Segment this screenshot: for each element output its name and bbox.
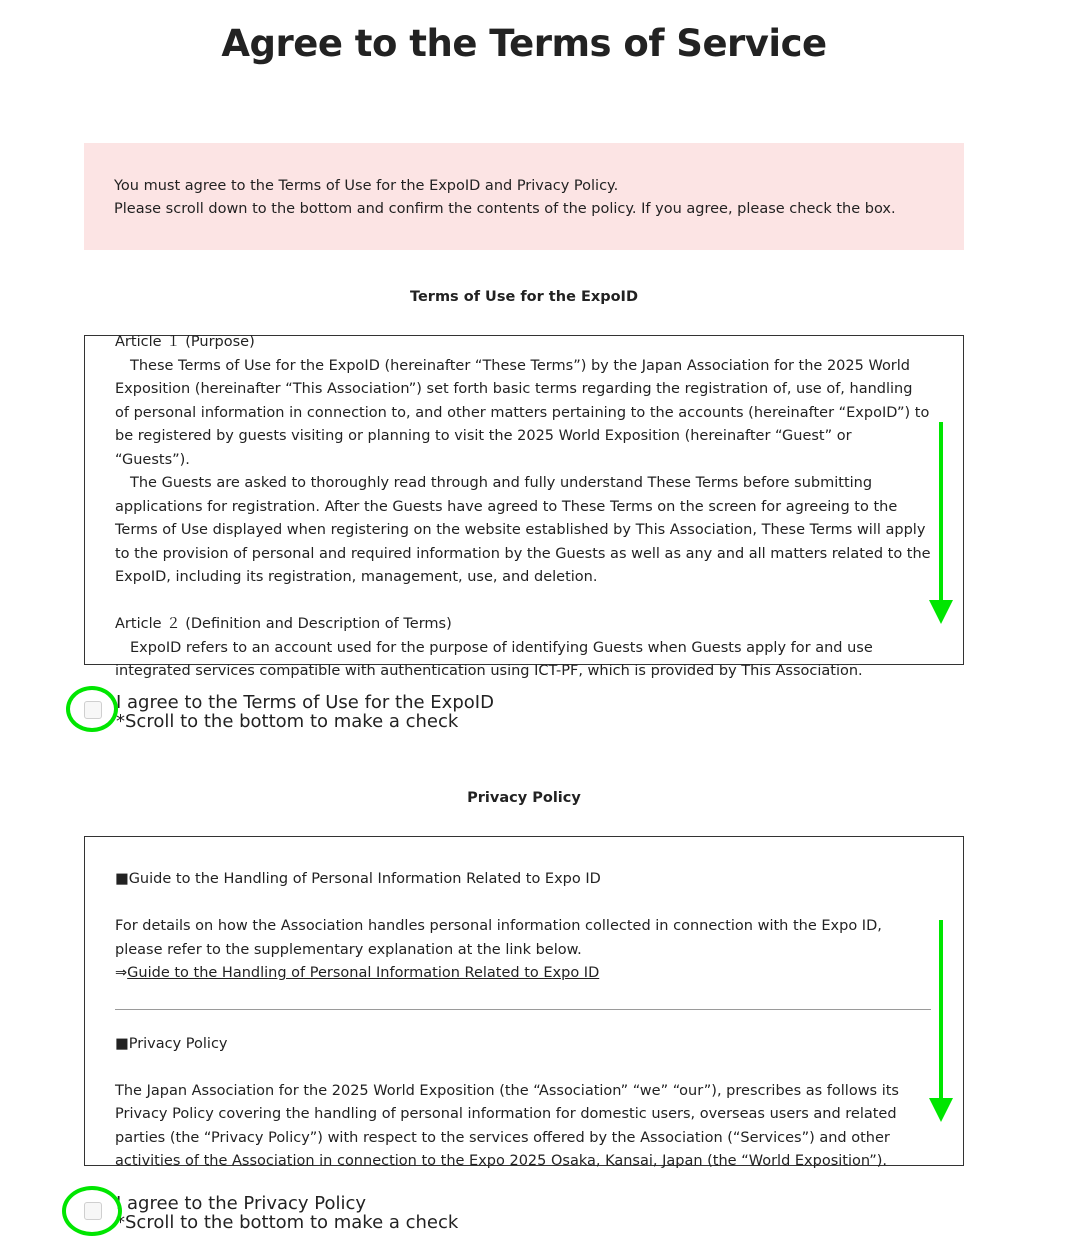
privacy-guide-link-line: [115, 962, 931, 986]
privacy-agree-label[interactable]: I agree to the Privacy Policy: [116, 1193, 367, 1214]
privacy-agree-hint: *Scroll to the bottom to make a check: [116, 1212, 459, 1233]
terms-agree-checkbox[interactable]: [84, 701, 102, 719]
article-2-title: Article ２ (Definition and Description of Terms): [115, 616, 452, 632]
agreement-notice: [84, 143, 964, 250]
terms-scroll-box[interactable]: [84, 334, 964, 679]
notice-line-2: Please scroll down to the bottom and confirm the contents of the policy. If you agree, please check the box.: [114, 201, 896, 217]
article-2-paragraph-1: ExpoID refers to an account used for the purpose of identifying Guests when Guests apply for and use integrated services compatible with authentication using ICT-PF, which is provided by This Association.: [115, 639, 873, 679]
privacy-scroll-box[interactable]: [84, 836, 964, 1169]
arrow-down-icon: [927, 422, 955, 626]
privacy-policy-text: The Japan Association for the 2025 World Exposition (the “Association” “we” “our”), prescribes as follows its Privacy Policy covering the handling of personal information for domestic users, overseas users and related parties (the “Privacy Policy”) with respect to the services offered by the Association (“Services”) and other activities of the Association in connection to the Expo 2025 Osaka, Kansai, Japan (the “World Exposition”).: [115, 1082, 899, 1169]
privacy-agree-row: [84, 1193, 684, 1242]
privacy-guide-heading: ■Guide to the Handling of Personal Information Related to Expo ID: [115, 871, 601, 887]
arrow-down-icon: [927, 920, 955, 1124]
article-1-paragraph-1: These Terms of Use for the ExpoID (hereinafter “These Terms”) by the Japan Association for the 2025 World Exposition (hereinafter “This Association”) set forth basic terms regarding the registration of, use of, handling of personal information in connection to, and other matters pertaining to the accounts (hereinafter “ExpoID”) to be registered by guests visiting or planning to visit the 2025 World Exposition (hereinafter “Guest” or “Guests”).: [115, 357, 930, 468]
privacy-agree-checkbox[interactable]: [84, 1202, 102, 1220]
privacy-guide-link[interactable]: Guide to the Handling of Personal Information Related to Expo ID: [127, 965, 600, 981]
link-arrow-glyph: ⇒: [115, 965, 128, 981]
privacy-content: [115, 868, 931, 1174]
terms-agree-text: [116, 693, 494, 731]
privacy-heading: Privacy Policy: [467, 790, 581, 806]
article-1-title: Article １ (Purpose): [115, 334, 255, 350]
privacy-policy-heading: ■Privacy Policy: [115, 1035, 228, 1052]
terms-content: [115, 331, 931, 684]
section-divider: [115, 1009, 931, 1010]
article-1-paragraph-2: The Guests are asked to thoroughly read through and fully understand These Terms before submitting applications for registration. After the Guests have agreed to These Terms on the screen for agreeing to the Terms of Use displayed when registering on the website established by This Association, These Terms will apply to the provision of personal and required information by the Guests as well as any and all matters related to the ExpoID, including its registration, management, use, and deletion.: [115, 475, 931, 585]
terms-heading: Terms of Use for the ExpoID: [410, 289, 638, 305]
terms-agree-hint: *Scroll to the bottom to make a check: [116, 711, 459, 732]
privacy-agree-text: [116, 1194, 458, 1232]
privacy-guide-text: For details on how the Association handles personal information collected in connection with the Expo ID, please refer to the supplementary explanation at the link below.: [115, 918, 882, 958]
terms-agree-row: [84, 692, 684, 741]
page-title: Agree to the Terms of Service: [221, 22, 827, 65]
notice-line-1: You must agree to the Terms of Use for the ExpoID and Privacy Policy.: [114, 178, 619, 194]
terms-agree-label[interactable]: I agree to the Terms of Use for the ExpoID: [116, 692, 494, 713]
